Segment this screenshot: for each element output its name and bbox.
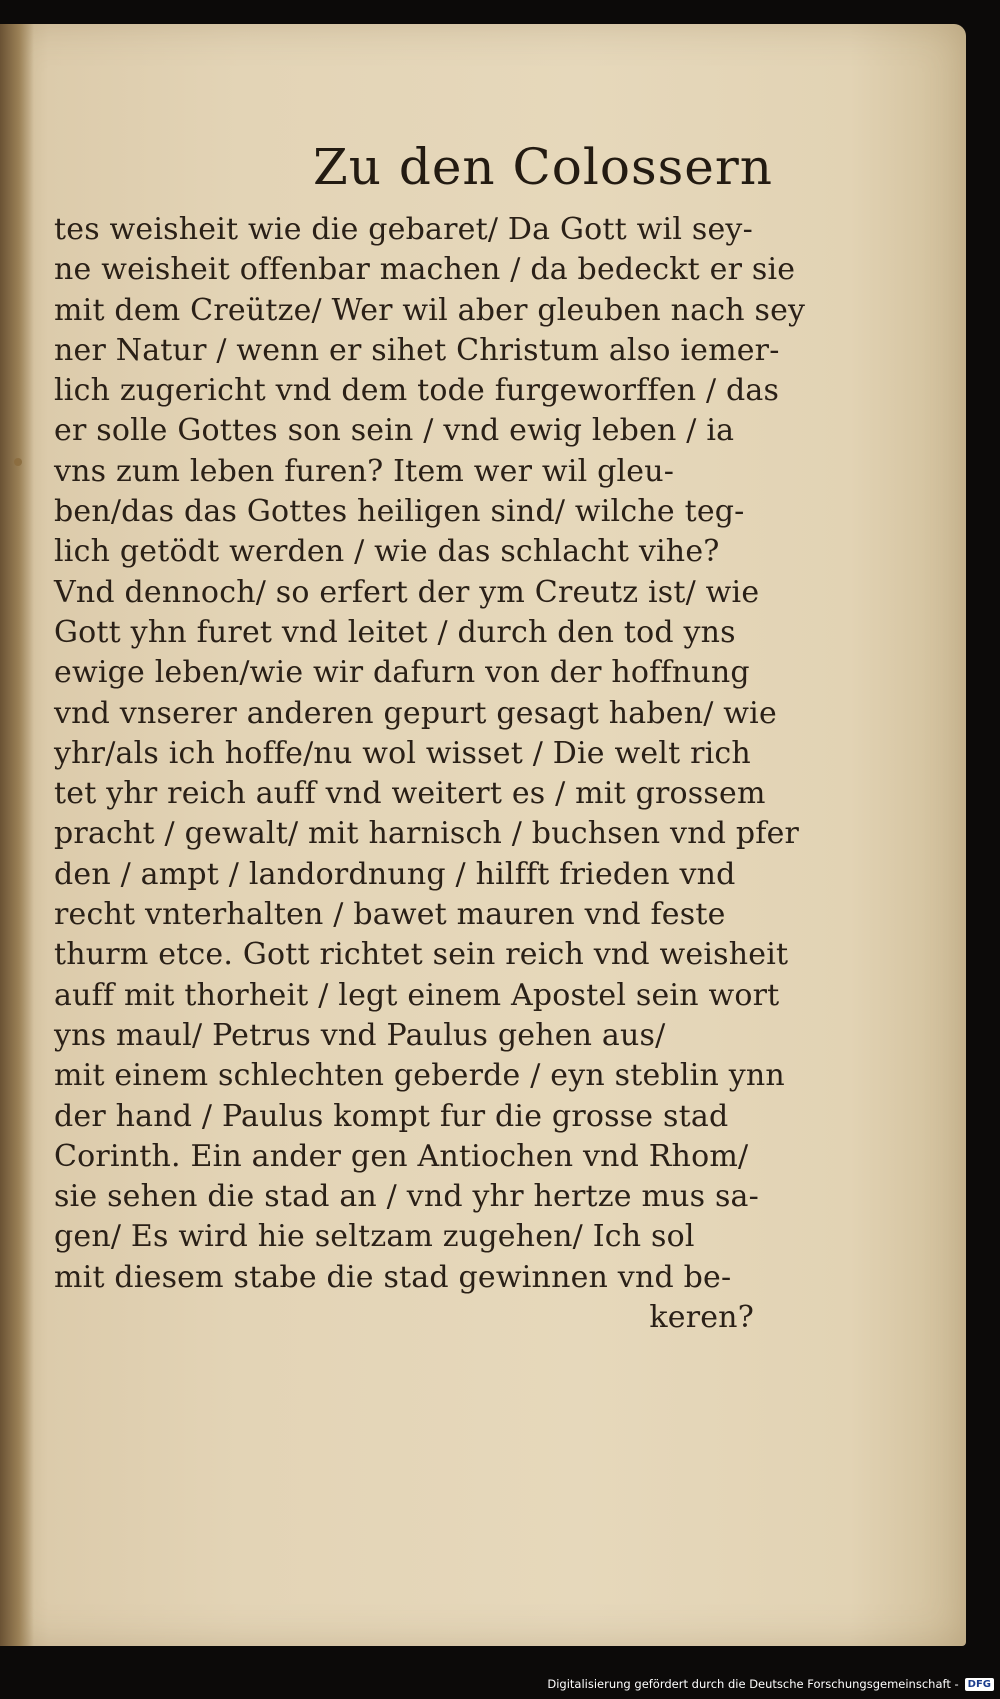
text-line: gen/ Es wird hie seltzam zugehen/ Ich sol	[54, 1219, 695, 1255]
text-line: recht vnterhalten / bawet mauren vnd feste	[54, 897, 726, 933]
text-line: Gott yhn furet vnd leitet / durch den tod yns	[54, 614, 736, 650]
text-line: tes weisheit wie die gebaret/ Da Gott wil sey-	[54, 212, 753, 247]
text-line: ner Natur / wenn er sihet Christum also iemer-	[54, 332, 780, 368]
book-gutter	[0, 24, 34, 1646]
text-line: sie sehen die stad an / vnd yhr hertze mus sa-	[54, 1179, 759, 1215]
running-head: Zu den Colossern	[313, 138, 773, 196]
text-line: vnd vnserer anderen gepurt gesagt haben/ wie	[54, 695, 777, 731]
credit-text: Digitalisierung gefördert durch die Deutsche Forschungsgemeinschaft -	[547, 1677, 959, 1691]
text-line: pracht / gewalt/ mit harnisch / buchsen vnd pfer	[54, 816, 800, 852]
text-line: ne weisheit offenbar machen / da bedeckt er sie	[54, 252, 796, 288]
text-line: mit diesem stabe die stad gewinnen vnd be-	[54, 1259, 732, 1295]
text-line: thurm etce. Gott richtet sein reich vnd weisheit	[54, 937, 789, 973]
digitization-credit	[547, 1673, 994, 1695]
text-line: ewige leben/wie wir dafurn von der hoffnung	[54, 655, 750, 691]
catchword: keren?	[649, 1300, 754, 1336]
text-line: yhr/als ich hoffe/nu wol wisset / Die welt rich	[54, 735, 751, 771]
text-line: mit dem Creütze/ Wer wil aber gleuben nach sey	[54, 292, 806, 328]
text-line: Corinth. Ein ander gen Antiochen vnd Rhom/	[54, 1138, 749, 1174]
text-line: Vnd dennoch/ so erfert der ym Creutz ist/ wie	[54, 574, 760, 610]
margin-mark	[14, 458, 22, 466]
text-line: ben/das das Gottes heiligen sind/ wilche teg-	[54, 494, 745, 530]
text-line: den / ampt / landordnung / hilfft frieden vnd	[54, 856, 736, 892]
text-line: mit einem schlechten geberde / eyn steblin ynn	[54, 1058, 785, 1094]
dfg-logo: DFG	[965, 1678, 994, 1691]
text-line: lich getödt werden / wie das schlacht vihe?	[54, 534, 720, 570]
text-block	[54, 210, 806, 1338]
text-line: yns maul/ Petrus vnd Paulus gehen aus/	[54, 1017, 666, 1053]
text-line: auff mit thorheit / legt einem Apostel sein wort	[54, 977, 780, 1013]
text-line: lich zugericht vnd dem tode furgeworffen / das	[54, 373, 780, 409]
text-line: tet yhr reich auff vnd weitert es / mit grossem	[54, 776, 766, 812]
text-line: vns zum leben furen? Item wer wil gleu-	[54, 453, 675, 489]
text-line: der hand / Paulus kompt fur die grosse stad	[54, 1098, 729, 1134]
text-line: er solle Gottes son sein / vnd ewig leben / ia	[54, 413, 735, 449]
